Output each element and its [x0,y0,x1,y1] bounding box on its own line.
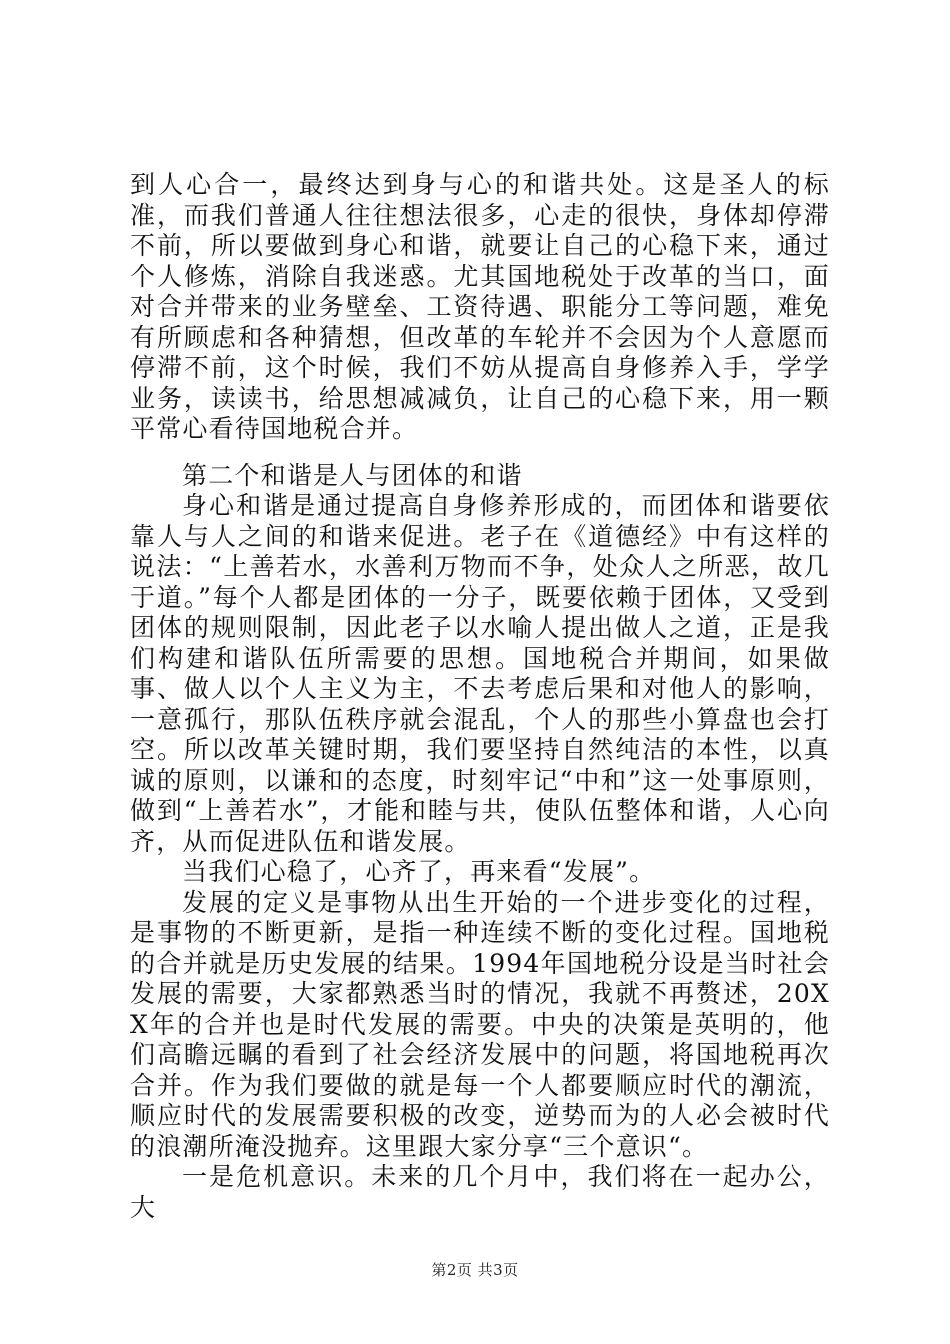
section-heading: 第二个和谐是人与团体的和谐 [182,460,523,490]
paragraph-crisis-awareness: 一是危机意识。未来的几个月中，我们将在一起办公，大 [130,1162,830,1222]
paragraph-continuation: 到人心合一，最终达到身与心的和谐共处。这是圣人的标准，而我们普通人往往想法很多，心走的很快，身体却停滞不前，所以要做到身心和谐，就要让自己的心稳下来，通过个人修炼，消除自我迷惑。尤其国地税处于改革的当口，面对合并带来的业务壁垒、工资待遇、职能分工等问题，难免有所顾虑和各种猜想，但改革的车轮并不会因为个人意愿而停滞不前，这个时候，我们不妨从提高自身修养入手，学学业务，读读书，给思想减减负，让自己的心稳下来，用一颗平常心看待国地税合并。 [130,170,830,443]
page-number-footer: 第2页 共3页 [431,1261,519,1279]
paragraph-development: 发展的定义是事物从出生开始的一个进步变化的过程，是事物的不断更新，是指一种连续不断的变化过程。国地税的合并就是历史发展的结果。1994年国地税分设是当时社会发展的需要，大家都熟悉当时的情况，我就不再赘述，20XX年的合并也是时代发展的需要。中央的决策是英明的，他们高瞻远瞩的看到了社会经济发展中的问题，将国地税再次合并。作为我们要做的就是每一个人都要顺应时代的潮流，顺应时代的发展需要积极的改变，逆势而为的人必会被时代的浪潮所淹没抛弃。这里跟大家分享“三个意识“。 [130,887,830,1161]
body-text [130,170,830,1223]
paragraph-team-harmony: 身心和谐是通过提高自身修养形成的，而团体和谐要依靠人与人之间的和谐来促进。老子在《道德经》中有这样的说法：“上善若水，水善利万物而不争，处众人之所恶，故几于道。”每个人都是团体的一分子，既要依赖于团体，又受到团体的规则限制，因此老子以水喻人提出做人之道，正是我们构建和谐队伍所需要的思想。国地税合并期间，如果做事、做人以个人主义为主，不去考虑后果和对他人的影响，一意孤行，那队伍秩序就会混乱，个人的那些小算盘也会打空。所以改革关键时期，我们要坚持自然纯洁的本性，以真诚的原则，以谦和的态度，时刻牢记“中和”这一处事原则，做到“上善若水”，才能和睦与共，使队伍整体和谐，人心向齐，从而促进队伍和谐发展。 [130,491,830,856]
paragraph-transition: 当我们心稳了，心齐了，再来看“发展”。 [182,857,656,886]
